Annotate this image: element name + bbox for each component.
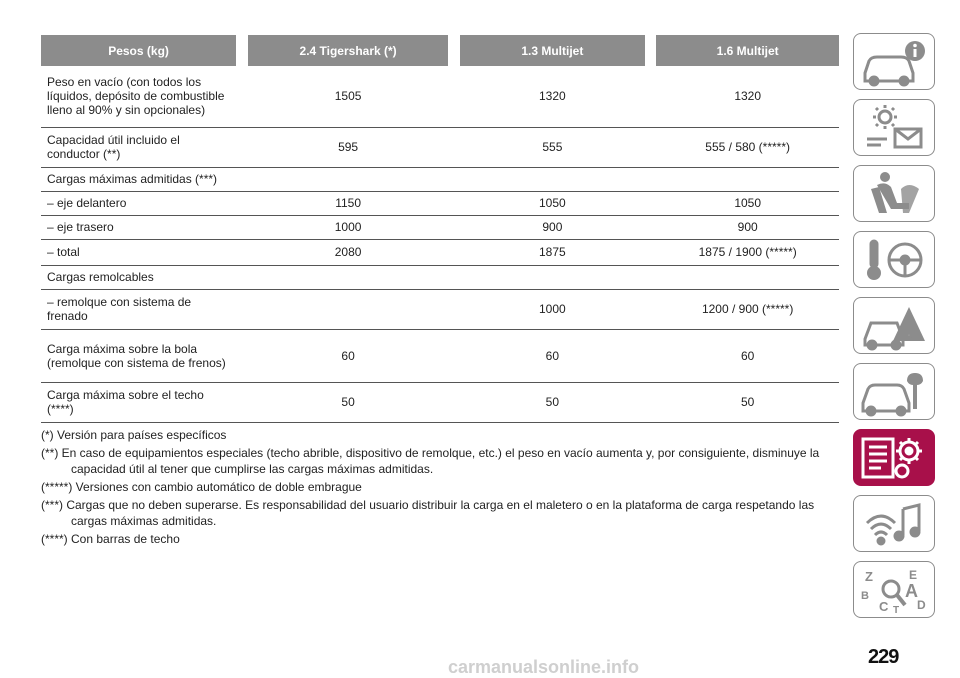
- table-row: [41, 167, 839, 191]
- row-label: Cargas máximas admitidas (***): [41, 167, 839, 191]
- value-13-multijet: 1320: [460, 66, 645, 127]
- row-label: – eje trasero: [41, 215, 236, 239]
- value-13-multijet: 555: [460, 127, 645, 167]
- value-13-multijet: 900: [460, 215, 645, 239]
- value-tigershark: 1505: [248, 66, 449, 127]
- row-label: Cargas remolcables: [41, 265, 839, 289]
- table-row: [41, 215, 839, 239]
- table-header-row: [41, 35, 839, 66]
- value-16-multijet: 900: [656, 215, 839, 239]
- index-letter: D: [917, 597, 926, 612]
- chapter-sidebar: [853, 33, 937, 627]
- value-tigershark: 50: [248, 382, 449, 422]
- value-13-multijet: 50: [460, 382, 645, 422]
- table-row: [41, 382, 839, 422]
- row-label: Peso en vacío (con todos los líquidos, depósito de combustible lleno al 90% y sin opcionales): [41, 66, 236, 127]
- table-row: [41, 329, 839, 382]
- table-row: [41, 289, 839, 329]
- document-page: [41, 35, 839, 549]
- seat-safety-icon[interactable]: [853, 165, 935, 222]
- value-tigershark: 595: [248, 127, 449, 167]
- header-16-multijet: 1.6 Multijet: [656, 35, 839, 66]
- footnote: (****) Con barras de techo: [41, 531, 180, 546]
- value-16-multijet: 50: [656, 382, 839, 422]
- watermark: carmanualsonline.info: [448, 657, 640, 677]
- key-steering-icon[interactable]: [853, 231, 935, 288]
- value-13-multijet: 1000: [460, 289, 645, 329]
- value-16-multijet: 1200 / 900 (*****): [656, 289, 839, 329]
- index-icon[interactable]: [853, 561, 935, 618]
- header-13-multijet: 1.3 Multijet: [460, 35, 645, 66]
- value-16-multijet: 1050: [656, 191, 839, 215]
- table-row: [41, 239, 839, 265]
- value-tigershark: 60: [248, 329, 449, 382]
- page-number: 229: [868, 646, 899, 668]
- value-tigershark: 1150: [248, 191, 449, 215]
- table-row: [41, 191, 839, 215]
- value-13-multijet: 1050: [460, 191, 645, 215]
- value-13-multijet: 60: [460, 329, 645, 382]
- value-16-multijet: 555 / 580 (*****): [656, 127, 839, 167]
- multimedia-icon[interactable]: [853, 495, 935, 552]
- value-16-multijet: 60: [656, 329, 839, 382]
- footnote: (***) Cargas que no deben superarse. Es responsabilidad del usuario distribuir la carga en el maletero o en la plataforma de carga respetando las cargas máximas admitidas.: [41, 497, 815, 528]
- value-tigershark: 2080: [248, 239, 449, 265]
- row-label: – remolque con sistema de frenado: [41, 289, 236, 329]
- value-tigershark: 1000: [248, 215, 449, 239]
- table-row: [41, 127, 839, 167]
- row-label: Carga máxima sobre el techo (****): [41, 382, 236, 422]
- footnote: (**) En caso de equipamientos especiales (techo abrible, dispositivo de remolque, etc.) el peso en vacío aumenta y, por consiguiente, disminuye la capacidad útil al tener que cumplirse las cargas máximas admitidas.: [41, 445, 820, 476]
- header-tigershark: 2.4 Tigershark (*): [248, 35, 449, 66]
- row-label: Carga máxima sobre la bola (remolque con sistema de frenos): [41, 329, 236, 382]
- index-letter: C: [879, 598, 889, 614]
- footnote: (*****) Versiones con cambio automático de doble embrague: [41, 479, 362, 494]
- index-letter: E: [909, 567, 918, 582]
- table-row: [41, 66, 839, 127]
- footnotes: [41, 427, 839, 547]
- footnote: (*) Versión para países específicos: [41, 427, 227, 442]
- index-letter: A: [905, 580, 918, 601]
- dashboard-lights-icon[interactable]: [853, 99, 935, 156]
- index-letter: Z: [865, 568, 873, 584]
- car-maintenance-icon[interactable]: [853, 363, 935, 420]
- header-weights: Pesos (kg): [41, 35, 236, 66]
- row-label: – eje delantero: [41, 191, 236, 215]
- index-letter: T: [893, 604, 900, 615]
- value-13-multijet: 1875: [460, 239, 645, 265]
- value-tigershark: [248, 289, 449, 329]
- weights-table: [41, 35, 839, 423]
- technical-data-icon[interactable]: [853, 429, 935, 486]
- row-label: Capacidad útil incluido el conductor (**): [41, 127, 236, 167]
- index-letter: B: [861, 589, 869, 602]
- table-row: [41, 265, 839, 289]
- row-label: – total: [41, 239, 236, 265]
- emergency-icon[interactable]: [853, 297, 935, 354]
- value-16-multijet: 1320: [656, 66, 839, 127]
- car-info-icon[interactable]: [853, 33, 935, 90]
- value-16-multijet: 1875 / 1900 (*****): [656, 239, 839, 265]
